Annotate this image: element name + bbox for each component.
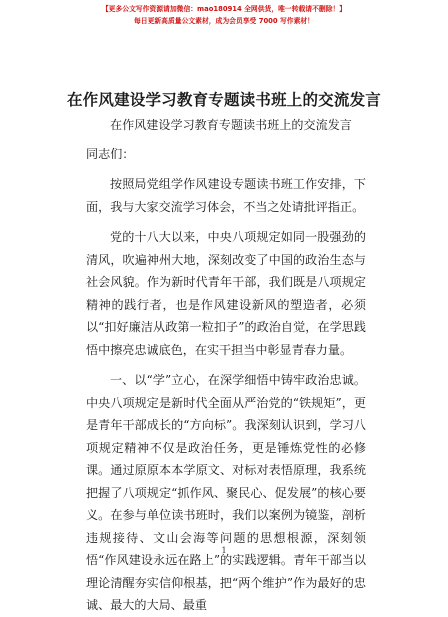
paragraph-section-one: 一、以“学”立心，在深学细悟中铸牢政治忠诚。中央八项规定是新时代全面从严治党的“铁规矩”，更是青年干部成长的“方向标”。我深刻认识到，学习八项规定精神不仅是政治任务，更是锤炼党性的必修课。通过原原本本学原文、对标对表悟原理，我系统把握了八项规定“抓作风、聚民心、促发展”的核心要义。在参与单位读书班时，我们以案例为镜鉴，剖析违规接待、文山会海等问题的思想根源，深刻领悟“作风建设永远在路上”的实践逻辑。青年干部当以理论清醒夯实信仰根基，把“两个维护”作为最好的忠诚、最大的大局、最重 — [86, 373, 366, 612]
document-title: 在作风建设学习教育专题读书班上的交流发言 — [66, 91, 381, 109]
promo-banner — [0, 4, 448, 26]
page-number: 1 — [221, 546, 227, 555]
salutation: 同志们： — [86, 146, 135, 161]
promo-banner-line-1: 【更多公文写作资源请加微信：mao180914 全网供货，唯一转载请不删除！】 — [101, 5, 347, 13]
document-subtitle: 在作风建设学习教育专题读书班上的交流发言 — [110, 118, 352, 132]
promo-banner-line-2: 每日更新高质量公文素材，成为会员享受 7000 写作素材！ — [134, 17, 314, 25]
paragraph-background: 党的十八大以来，中央八项规定如同一股强劲的清风，吹遍神州大地，深刻改变了中国的政治生态与社会风貌。作为新时代青年干部，我们既是八项规定精神的践行者，也是作风建设新风的塑造者，必须以“扣好廉洁从政第一粒扣子”的政治自觉，在学思践悟中擦亮忠诚底色，在实干担当中彰显青春力量。 — [86, 230, 366, 357]
document-body — [86, 111, 366, 617]
paragraph-intro: 按照局党组学作风建设专题读书班工作安排，下面，我与大家交流学习体会，不当之处请批评指正。 — [86, 177, 366, 214]
